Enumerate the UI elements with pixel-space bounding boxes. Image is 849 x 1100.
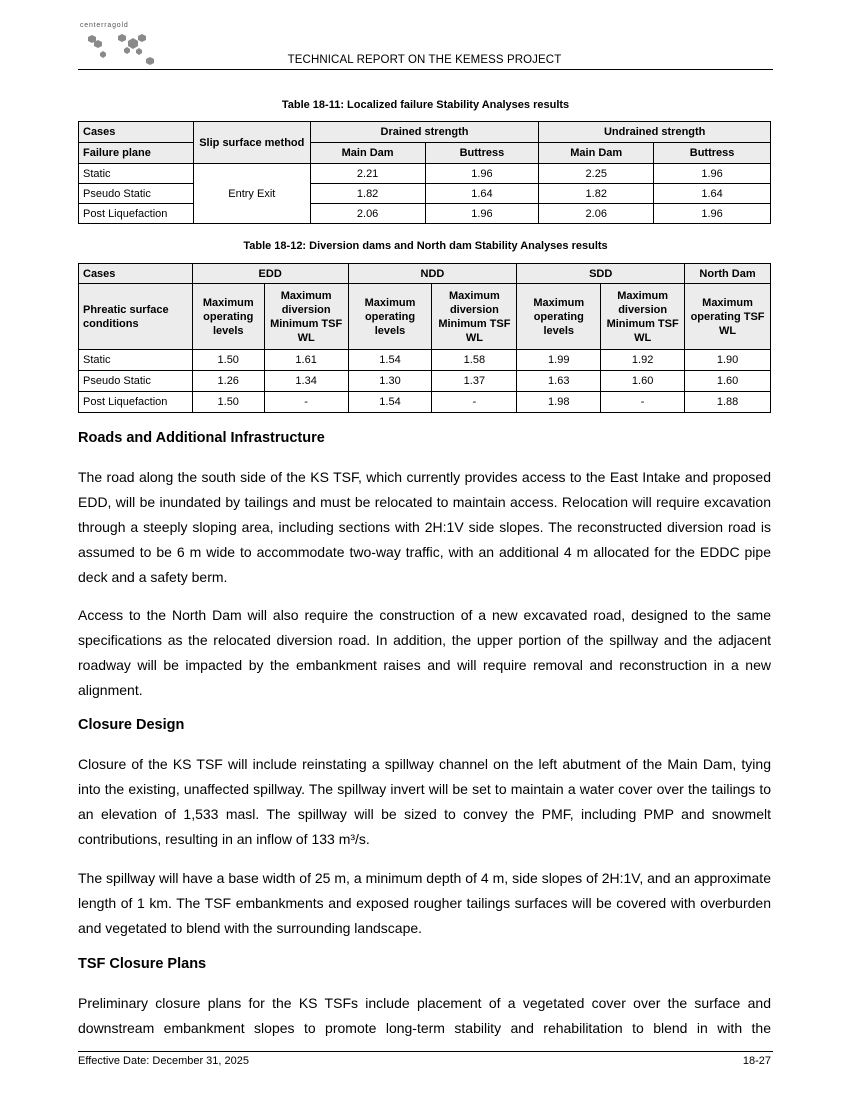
- table-18-11-caption: Table 18-11: Localized failure Stability Analyses results: [281, 99, 570, 111]
- table-cell: 1.64: [654, 184, 771, 204]
- header-sdd: SDD: [517, 264, 685, 284]
- header-max-operating-levels: Maximum operating levels: [348, 284, 432, 350]
- header-edd: EDD: [192, 264, 348, 284]
- slip-method-value: Entry Exit: [193, 164, 310, 224]
- header-phreatic-surface: Phreatic surface conditions: [79, 284, 193, 350]
- table-cell: -: [601, 392, 685, 413]
- closure-paragraph-1: Closure of the KS TSF will include reinstating a spillway channel on the left abutment of the Main Dam, tying into the existing, unaffected spillway. The spillway invert will be set to maintain a water cover over the tailings to an elevation of 1,533 masl. The spillway will be sized to convey the PMF, including PMP and snowmelt contributions, resulting in an inflow of 133 m³/s.: [78, 756, 771, 847]
- table-row: [79, 164, 771, 184]
- table-18-12-caption: Table 18-12: Diversion dams and North dam Stability Analyses results: [243, 240, 608, 252]
- tsf-closure-plans-heading: TSF Closure Plans: [78, 956, 207, 972]
- closure-design-heading: Closure Design: [78, 717, 185, 733]
- header-max-diversion-min-tsf: [264, 284, 348, 350]
- table-cell: 1.96: [425, 164, 539, 184]
- header-failure-plane: Failure plane: [79, 143, 194, 164]
- table-row: [79, 350, 771, 371]
- table-cell: 1.88: [685, 392, 771, 413]
- table-cell: 1.54: [348, 350, 432, 371]
- table-cell: 1.96: [425, 204, 539, 224]
- case-label: Pseudo Static: [79, 371, 193, 392]
- case-label: Post Liquefaction: [79, 204, 194, 224]
- header-max-diversion: Maximum diversion: [449, 289, 500, 316]
- header-drained-strength: Drained strength: [310, 122, 539, 143]
- header-max-diversion: Maximum diversion: [617, 289, 669, 316]
- header-main-dam: Main Dam: [310, 143, 425, 164]
- header-buttress: Buttress: [654, 143, 771, 164]
- roads-paragraph-2: Access to the North Dam will also require the construction of a new excavated road, designed to the same specifications as the relocated diversion road. In addition, the upper portion of the spillway and the adjacent roadway will be impacted by the embankment raises and will require removal and reconstruction in a new alignment.: [78, 607, 771, 698]
- table-cell: 1.96: [654, 204, 771, 224]
- table-cell: 2.06: [539, 204, 654, 224]
- table-cell: 1.54: [348, 392, 432, 413]
- header-min-tsf-wl: Minimum TSF WL: [270, 317, 343, 344]
- table-row: [79, 204, 771, 224]
- header-cases: Cases: [79, 264, 193, 284]
- table-cell: -: [432, 392, 517, 413]
- case-label: Pseudo Static: [79, 184, 194, 204]
- header-min-tsf-wl: Minimum TSF WL: [606, 317, 679, 344]
- table-cell: 1.26: [192, 371, 264, 392]
- header-max-diversion-min-tsf: [601, 284, 685, 350]
- table-cell: 1.60: [601, 371, 685, 392]
- header-max-operating-levels: Maximum operating levels: [517, 284, 601, 350]
- header-slip-surface-method: Slip surface method: [193, 122, 310, 164]
- case-label: Static: [79, 164, 194, 184]
- header-min-tsf-wl: Minimum TSF WL: [438, 317, 511, 344]
- case-label: Static: [79, 350, 193, 371]
- table-cell: 1.50: [192, 350, 264, 371]
- table-cell: 1.37: [432, 371, 517, 392]
- table-cell: 1.60: [685, 371, 771, 392]
- table-cell: 1.30: [348, 371, 432, 392]
- header-buttress: Buttress: [425, 143, 539, 164]
- header-max-operating-levels: Maximum operating levels: [192, 284, 264, 350]
- footer-divider: [78, 1051, 773, 1052]
- table-cell: 1.50: [192, 392, 264, 413]
- table-cell: 1.63: [517, 371, 601, 392]
- table-cell: 2.25: [539, 164, 654, 184]
- header-undrained-strength: Undrained strength: [539, 122, 771, 143]
- table-row: [79, 184, 771, 204]
- table-cell: 1.61: [264, 350, 348, 371]
- table-row: [79, 392, 771, 413]
- localized-failure-table: [78, 121, 771, 224]
- table-cell: 2.21: [310, 164, 425, 184]
- table-cell: 2.06: [310, 204, 425, 224]
- diversion-dams-table: [78, 263, 771, 413]
- header-max-operating-tsf-wl: Maximum operating TSF WL: [685, 284, 771, 350]
- header-north-dam: North Dam: [685, 264, 771, 284]
- header-divider: [78, 69, 773, 70]
- table-cell: 1.64: [425, 184, 539, 204]
- table-cell: 1.98: [517, 392, 601, 413]
- logo-wordmark: centerragold: [80, 22, 129, 29]
- case-label: Post Liquefaction: [79, 392, 193, 413]
- tsf-closure-paragraph: Preliminary closure plans for the KS TSFs include placement of a vegetated cover over the surface and downstream embankment slopes to promote long-term stability and rehabilitation to blend in with the: [78, 995, 771, 1036]
- table-cell: 1.34: [264, 371, 348, 392]
- table-row: [79, 371, 771, 392]
- closure-paragraph-2: The spillway will have a base width of 25 m, a minimum depth of 4 m, side slopes of 2H:1V, and an approximate length of 1 km. The TSF embankments and exposed rougher tailings surfaces will be covered with overburden and vegetated to blend with the surrounding landscape.: [78, 870, 771, 936]
- roads-heading: Roads and Additional Infrastructure: [78, 430, 325, 446]
- header-main-dam: Main Dam: [539, 143, 654, 164]
- roads-paragraph-1: The road along the south side of the KS TSF, which currently provides access to the East Intake and proposed EDD, will be inundated by tailings and must be relocated to maintain access. Relocation will require excavation through a steeply sloping area, including sections with 2H:1V side slopes. The reconstructed diversion road is assumed to be 6 m wide to accommodate two-way traffic, with an additional 4 m allocated for the EDDC pipe deck and a safety berm.: [78, 469, 771, 585]
- table-cell: 1.82: [539, 184, 654, 204]
- table-cell: 1.96: [654, 164, 771, 184]
- table-cell: 1.58: [432, 350, 517, 371]
- effective-date: Effective Date: December 31, 2025: [78, 1055, 250, 1067]
- header-max-diversion: Maximum diversion: [280, 289, 332, 316]
- table-cell: -: [264, 392, 348, 413]
- header-ndd: NDD: [348, 264, 517, 284]
- table-cell: 1.90: [685, 350, 771, 371]
- table-cell: 1.92: [601, 350, 685, 371]
- table-cell: 1.99: [517, 350, 601, 371]
- header-cases: Cases: [79, 122, 194, 143]
- header-max-diversion-min-tsf: [432, 284, 517, 350]
- table-cell: 1.82: [310, 184, 425, 204]
- report-title: TECHNICAL REPORT ON THE KEMESS PROJECT: [287, 54, 562, 66]
- page-number: 18-27: [742, 1055, 771, 1067]
